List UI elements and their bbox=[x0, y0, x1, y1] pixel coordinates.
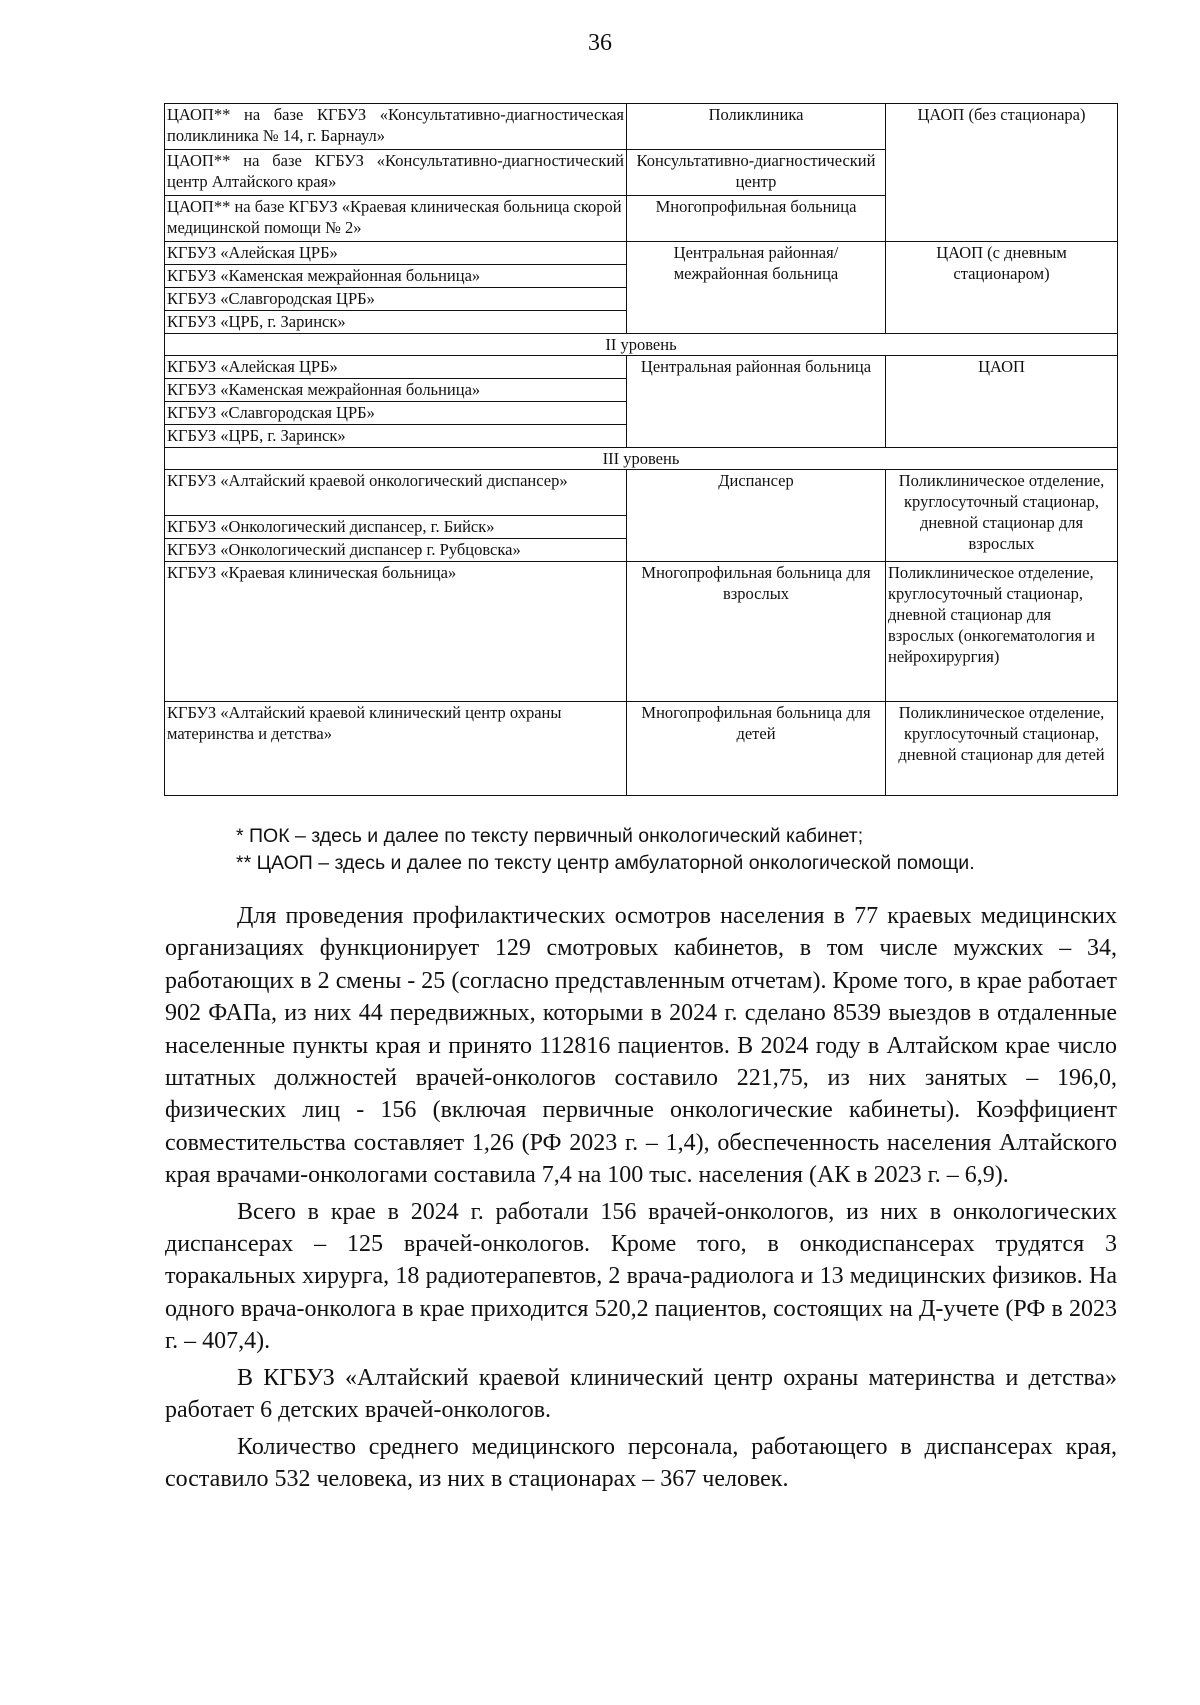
table-cell: Поликлиническое отделение, круглосуточный стационар, дневной стационар для детей bbox=[886, 702, 1118, 796]
table-cell: Поликлиника bbox=[627, 104, 886, 150]
paragraph: В КГБУЗ «Алтайский краевой клинический центр охраны материнства и детства» работает 6 детских врачей-онкологов. bbox=[165, 1364, 1117, 1424]
paragraph: Всего в крае в 2024 г. работали 156 врачей-онкологов, из них в онкологических диспансерах – 125 врачей-онкологов. Кроме того, в онкодиспансерах трудятся 3 торакальных хирурга, 18 радиотерапевтов, 2 врача-радиолога и 13 медицинских физиков. На одного врача-онколога в крае приходится 520,2 пациентов, состоящих на Д-учете (РФ в 2023 г. – 407,4). bbox=[165, 1198, 1117, 1355]
table-row bbox=[165, 104, 1118, 150]
table-cell: КГБУЗ «ЦРБ, г. Заринск» bbox=[165, 425, 627, 448]
table-cell: КГБУЗ «Каменская межрайонная больница» bbox=[165, 379, 627, 402]
organizations-table bbox=[164, 103, 1118, 796]
table-cell: ЦАОП (с дневным стационаром) bbox=[886, 242, 1118, 334]
table-row bbox=[165, 448, 1118, 470]
footnote: ** ЦАОП – здесь и далее по тексту центр амбулаторной онкологической помощи. bbox=[236, 852, 975, 874]
table-cell: Многопрофильная больница для взрослых bbox=[627, 562, 886, 702]
body-text bbox=[165, 900, 1117, 1495]
table-cell: ЦАОП** на базе КГБУЗ «Консультативно-диагностическая поликлиника № 14, г. Барнаул» bbox=[165, 104, 627, 150]
table-cell: КГБУЗ «Онкологический диспансер, г. Бийск» bbox=[165, 516, 627, 539]
table-cell: КГБУЗ «Краевая клиническая больница» bbox=[165, 562, 627, 702]
footnotes bbox=[236, 823, 1136, 877]
level-heading: II уровень bbox=[165, 334, 1118, 356]
table-row bbox=[165, 470, 1118, 516]
table-cell: ЦАОП** на базе КГБУЗ «Консультативно-диагностический центр Алтайского края» bbox=[165, 150, 627, 196]
table-cell: Многопрофильная больница bbox=[627, 196, 886, 242]
table-row bbox=[165, 356, 1118, 379]
table-cell: Поликлиническое отделение, круглосуточный стационар, дневной стационар для взрослых (онкогематология и нейрохирургия) bbox=[886, 562, 1118, 702]
table-cell: Центральная районная больница bbox=[627, 356, 886, 448]
page-number: 36 bbox=[588, 30, 612, 56]
table-cell: КГБУЗ «Каменская межрайонная больница» bbox=[165, 265, 627, 288]
table-cell: КГБУЗ «Алейская ЦРБ» bbox=[165, 242, 627, 265]
table-cell: КГБУЗ «Алтайский краевой клинический центр охраны материнства и детства» bbox=[165, 702, 627, 796]
table-cell: КГБУЗ «Славгородская ЦРБ» bbox=[165, 288, 627, 311]
footnote: * ПОК – здесь и далее по тексту первичный онкологический кабинет; bbox=[236, 825, 864, 847]
table-cell: КГБУЗ «Алейская ЦРБ» bbox=[165, 356, 627, 379]
table-cell: Поликлиническое отделение, круглосуточный стационар, дневной стационар для взрослых bbox=[886, 470, 1118, 562]
table-cell: Диспансер bbox=[627, 470, 886, 562]
table-cell: ЦАОП (без стационара) bbox=[886, 104, 1118, 242]
table-cell: КГБУЗ «ЦРБ, г. Заринск» bbox=[165, 311, 627, 334]
table-row bbox=[165, 242, 1118, 265]
table-cell: КГБУЗ «Онкологический диспансер г. Рубцовска» bbox=[165, 539, 627, 562]
table-cell: Центральная районная/межрайонная больница bbox=[627, 242, 886, 334]
level-heading: III уровень bbox=[165, 448, 1118, 470]
table-cell: КГБУЗ «Славгородская ЦРБ» bbox=[165, 402, 627, 425]
table-cell: КГБУЗ «Алтайский краевой онкологический диспансер» bbox=[165, 470, 627, 516]
table-row bbox=[165, 702, 1118, 796]
table-cell: ЦАОП bbox=[886, 356, 1118, 448]
table-row bbox=[165, 334, 1118, 356]
table-cell: ЦАОП** на базе КГБУЗ «Краевая клиническая больница скорой медицинской помощи № 2» bbox=[165, 196, 627, 242]
paragraph: Для проведения профилактических осмотров населения в 77 краевых медицинских организациях функционирует 129 смотровых кабинетов, в том числе мужских – 34, работающих в 2 смены - 25 (согласно представленным отчетам). Кроме того, в крае работает 902 ФАПа, из них 44 передвижных, которыми в 2024 г. сделано 8539 выездов в отдаленные населенные пункты края и принято 112816 пациентов. В 2024 году в Алтайском крае число штатных должностей врачей-онкологов составило 221,75, из них занятых – 196,0, физических лиц - 156 (включая первичные онкологические кабинеты). Коэффициент совместительства составляет 1,26 (РФ 2023 г. – 1,4), обеспеченность населения Алтайского края врачами-онкологами составила 7,4 на 100 тыс. населения (АК в 2023 г. – 6,9). bbox=[165, 903, 1117, 1189]
paragraph: Количество среднего медицинского персонала, работающего в диспансерах края, составило 532 человека, из них в стационарах – 367 человек. bbox=[165, 1433, 1117, 1492]
table-cell: Консультативно-диагностический центр bbox=[627, 150, 886, 196]
table-cell: Многопрофильная больница для детей bbox=[627, 702, 886, 796]
table-row bbox=[165, 562, 1118, 702]
